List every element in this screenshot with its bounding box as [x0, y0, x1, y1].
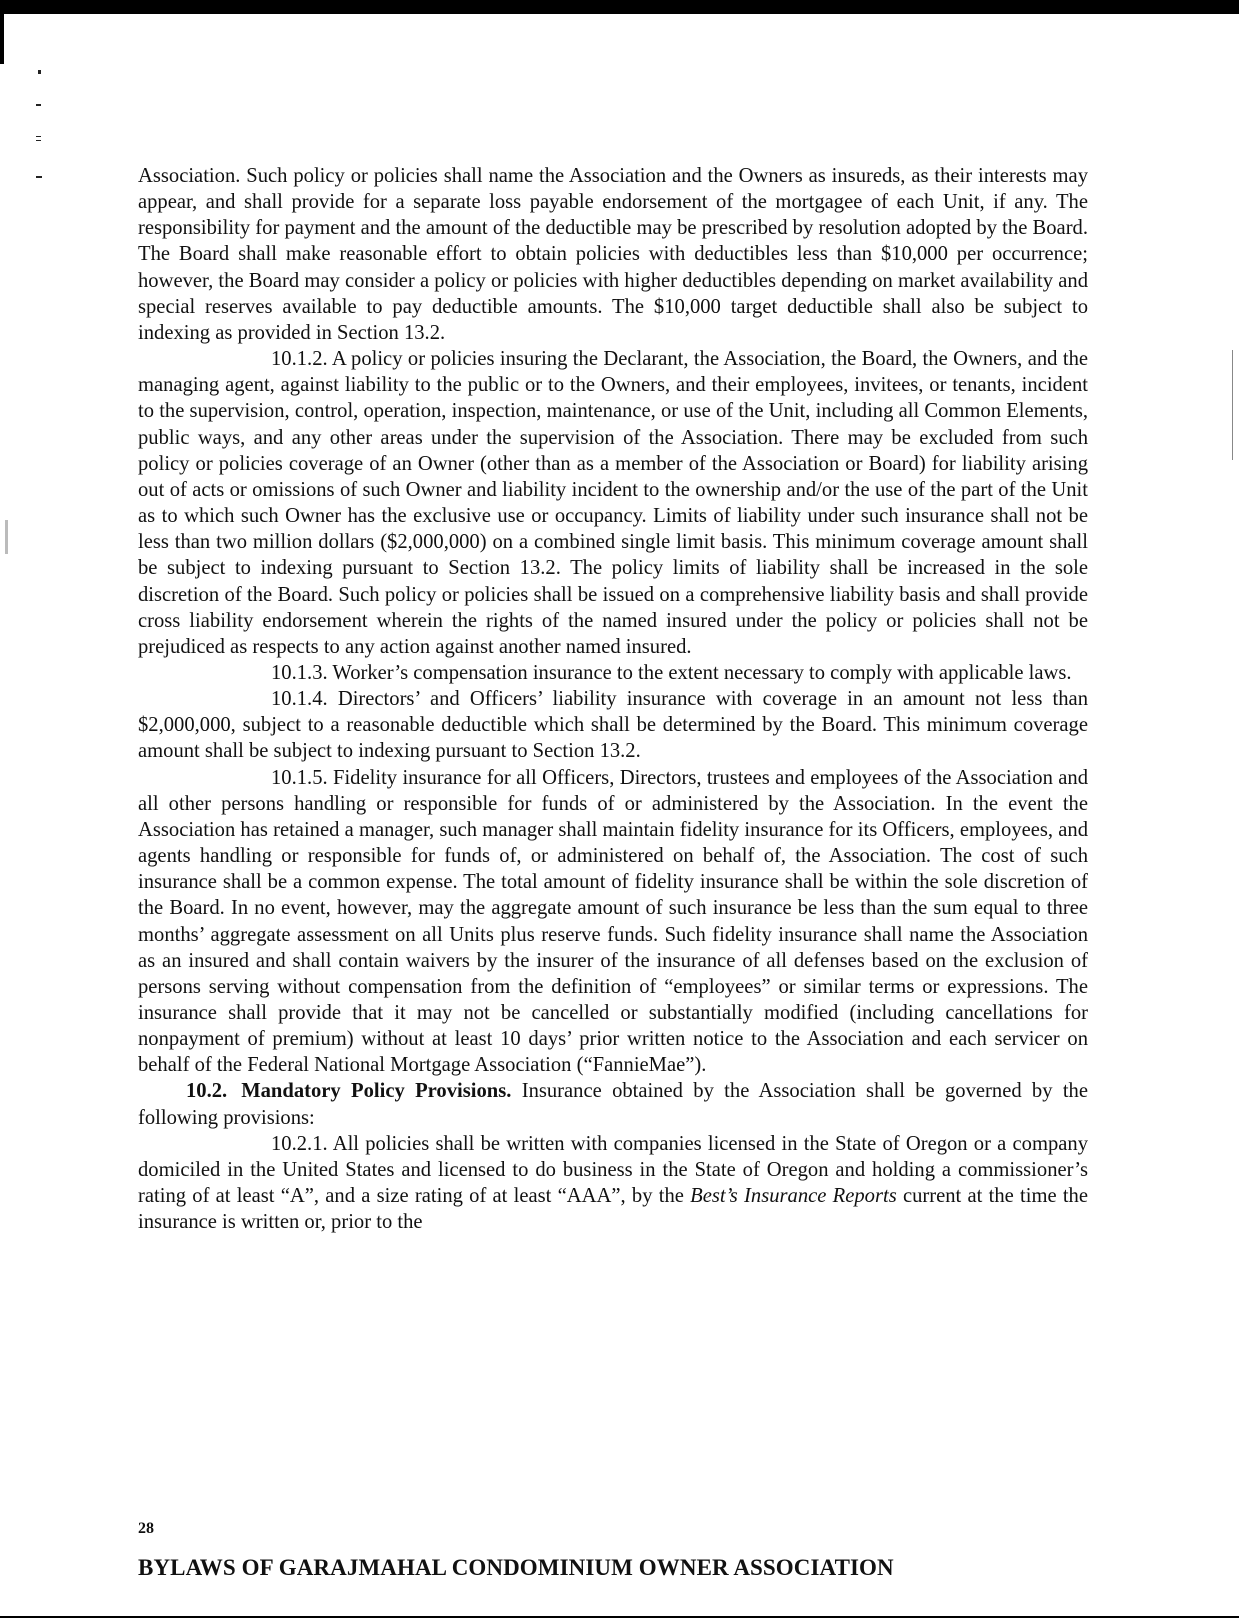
- page-number: 28: [138, 1520, 154, 1537]
- paragraph-continuation: Association. Such policy or policies shall name the Association and the Owners as insureds, as their interests may appear, and shall provide for a separate loss payable endorsement of the mortgagee of each Unit, if any. The responsibility for payment and the amount of the deductible may be prescribed by resolution adopted by the Board. The Board shall make reasonable effort to obtain policies with deductibles less than $10,000 per occurrence; however, the Board may consider a policy or policies with higher deductibles depending on market availability and special reserves available to pay deductible amounts. The $10,000 target deductible shall also be subject to indexing as provided in Section 13.2.: [138, 165, 1088, 344]
- section-number: 10.2.: [186, 1080, 228, 1103]
- section-10-2: [138, 1078, 1088, 1130]
- scan-speck: [38, 70, 41, 74]
- section-text: Insurance obtained by the Association shall be governed by the following provisions:: [138, 1080, 1088, 1129]
- paragraph-10-1-2: 10.1.2. A policy or policies insuring the Declarant, the Association, the Board, the Owners, and the managing agent, against liability to the public or to the Owners, and their employees, invitees, or tenants, incident to the supervision, control, operation, inspection, maintenance, or use of the Unit, including all Common Elements, public ways, and any other areas under the supervision of the Association. There may be excluded from such policy or policies coverage of an Owner (other than as a member of the Association or Board) for liability arising out of acts or omissions of such Owner and liability incident to the ownership and/or the use of the part of the Unit as to which such Owner has the exclusive use or occupancy. Limits of liability under such insurance shall not be less than two million dollars ($2,000,000) on a combined single limit basis. This minimum coverage amount shall be subject to indexing pursuant to Section 13.2. The policy limits of liability shall be increased in the sole discretion of the Board. Such policy or policies shall be issued on a comprehensive liability basis and shall provide cross liability endorsement wherein the rights of the named insured under the policy or policies shall not be prejudiced as respects to any action against another named insured.: [138, 348, 1088, 658]
- scan-speck: [36, 104, 41, 106]
- paragraph-text-end: current at the time the insurance is written or, prior to the: [138, 1185, 1088, 1234]
- scan-speck: [5, 520, 8, 554]
- scan-speck: [36, 140, 41, 141]
- scan-speck: [36, 176, 42, 178]
- paragraph-10-2-1: [138, 1131, 1088, 1236]
- footer-title: BYLAWS OF GARAJMAHAL CONDOMINIUM OWNER ASSOCIATION: [138, 1555, 894, 1580]
- paragraph-10-1-4: 10.1.4. Directors’ and Officers’ liability insurance with coverage in an amount not less than $2,000,000, subject to a reasonable deductible which shall be determined by the Board. This minimum coverage amount shall be subject to indexing pursuant to Section 13.2.: [138, 688, 1088, 763]
- paragraph-10-1-5: 10.1.5. Fidelity insurance for all Officers, Directors, trustees and employees of the Association and all other persons handling or responsible for funds of or administered by the Association. In the event the Association has retained a manager, such manager shall maintain fidelity insurance for its Officers, employees, and agents handling or responsible for funds of, or administered on behalf of, the Association. The cost of such insurance shall be a common expense. The total amount of fidelity insurance shall be within the sole discretion of the Board. In no event, however, may the aggregate amount of such insurance be less than the sum equal to three months’ aggregate assessment on all Units plus reserve funds. Such fidelity insurance shall name the Association as an insured and shall contain waivers by the insurer of the insurance of all defenses based on the exclusion of persons serving without compensation from the definition of “employees” or similar terms or expressions. The insurance shall provide that it may not be cancelled or substantially modified (including cancellations for nonpayment of premium) without at least 10 days’ prior written notice to the Association and each servicer on behalf of the Federal National Mortgage Association (“FannieMae”).: [138, 766, 1088, 1077]
- scan-speck: [36, 136, 41, 137]
- section-heading: Mandatory Policy Provisions.: [241, 1080, 512, 1103]
- scan-right-artifact: [1232, 350, 1233, 460]
- paragraph-text-start: 10.2.1. All policies shall be written with companies licensed in the State of Oregon or a company domiciled in the United States and licensed to do business in the State of Oregon and holding a commissioner’s rating of at least “A”, and a size rating of at least “AAA”, by the: [138, 1132, 1088, 1208]
- scan-left-border: [0, 14, 4, 64]
- paragraph-10-1-3: 10.1.3. Worker’s compensation insurance to the extent necessary to comply with applicable laws.: [271, 661, 1072, 684]
- publication-title: Best’s Insurance Reports: [690, 1185, 897, 1208]
- document-body: [138, 163, 1088, 1235]
- scan-top-border: [0, 0, 1239, 14]
